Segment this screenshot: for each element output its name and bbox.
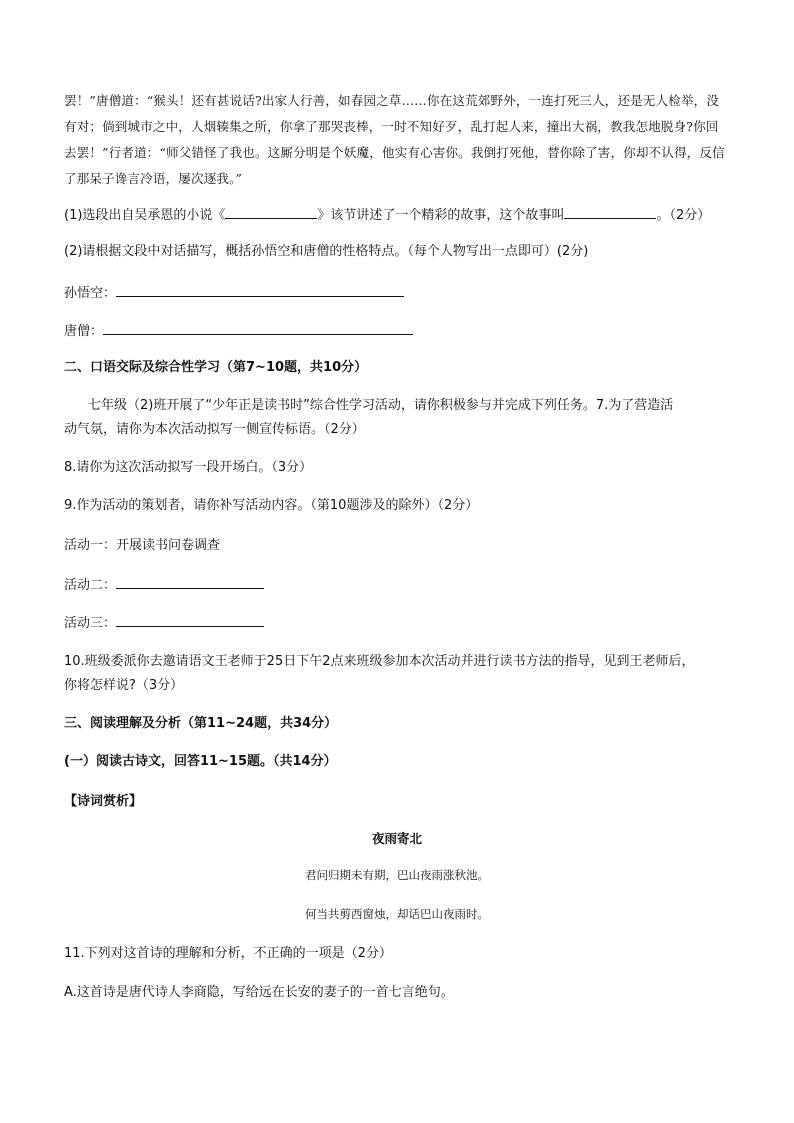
question-2: (2)请根据文段中对话描写，概括孙悟空和唐僧的性格特点。（每个人物写出一点即可）(2分): [64, 244, 589, 259]
question-1: [64, 204, 732, 225]
quote-passage: 罢！”唐僧道：“猴头！还有甚说话?出家人行善，如春园之草……你在这荒郊野外，一连打死三人，还是无人检举，没有对；倘到城市之中，人烟辏集之所，你拿了那哭丧棒，一时不知好歹，乱打起人来，撞出大祸，教我怎地脱身?你回去罢！”行者道：“师父错怪了我也。这厮分明是个妖魔，他实有心害你。我倒打死他，替你除了害，你却不认得，反信了那呆子谗言冷语，屡次逐我。”: [64, 93, 725, 186]
question-9: 9.作为活动的策划者，请你补写活动内容。（第10题涉及的除外）（2分）: [64, 498, 479, 513]
poem-line-1: 君问归期未有期，巴山夜雨涨秋池。: [305, 868, 489, 882]
question-1-part2: 》该节讲述了一个精彩的故事，这个故事叫: [317, 208, 565, 223]
question-11-option-a: A.这首诗是唐代诗人李商隐，写给远在长安的妻子的一首七言绝句。: [64, 985, 454, 1000]
question-10-line-2: 你将怎样说?（3分）: [64, 678, 184, 693]
question-8: 8.请你为这次活动拟写一段开场白。（3分）: [64, 460, 313, 475]
tang-seng-answer-blank[interactable]: [103, 320, 413, 335]
subsection-1-heading: (一）阅读古诗文，回答11~15题。（共14分）: [64, 754, 337, 769]
poetry-appreciation-tag: 【诗词赏析】: [64, 794, 143, 809]
tang-seng-label: 唐僧：: [64, 324, 104, 339]
activity-intro-line-2: 动气氛，请你为本次活动拟写一侧宣传标语。（2分）: [64, 422, 365, 437]
activity-2-blank[interactable]: [116, 574, 264, 589]
poem-title: 夜雨寄北: [371, 831, 422, 846]
activity-2: [64, 574, 732, 595]
story-name-blank[interactable]: [564, 204, 656, 219]
section-2-heading: 二、口语交际及综合性学习（第7~10题，共10分）: [64, 360, 368, 375]
section-3-heading: 三、阅读理解及分析（第11~24题，共34分）: [64, 716, 338, 731]
activity-3-blank[interactable]: [116, 612, 264, 627]
activity-intro-line-1: 七年级（2)班开展了“少年正是读书时”综合性学习活动，请你积极参与并完成下列任务。7.为了营造活: [88, 398, 674, 413]
question-1-part3: 。（2分）: [656, 208, 711, 223]
question-11: 11.下列对这首诗的理解和分析，不正确的一项是（2分）: [64, 946, 392, 961]
poem-line-2: 何当共剪西窗烛，却话巴山夜雨时。: [305, 907, 489, 921]
activity-3: [64, 612, 732, 633]
sun-wukong-answer-blank[interactable]: [116, 282, 404, 297]
activity-3-label: 活动三：: [64, 616, 117, 631]
sun-wukong-label: 孙悟空：: [64, 286, 117, 301]
novel-title-blank[interactable]: [225, 204, 317, 219]
activity-2-label: 活动二：: [64, 578, 117, 593]
answer-line-tang-seng: [64, 320, 732, 341]
answer-line-sun-wukong: [64, 282, 732, 303]
activity-1: 活动一：开展读书问卷调查: [64, 538, 221, 553]
question-1-part1: (1)选段出自吴承恩的小说《: [64, 208, 226, 223]
question-10-line-1: 10.班级委派你去邀请语文王老师于25日下午2点来班级参加本次活动并进行读书方法的指导，见到王老师后，: [64, 654, 695, 669]
